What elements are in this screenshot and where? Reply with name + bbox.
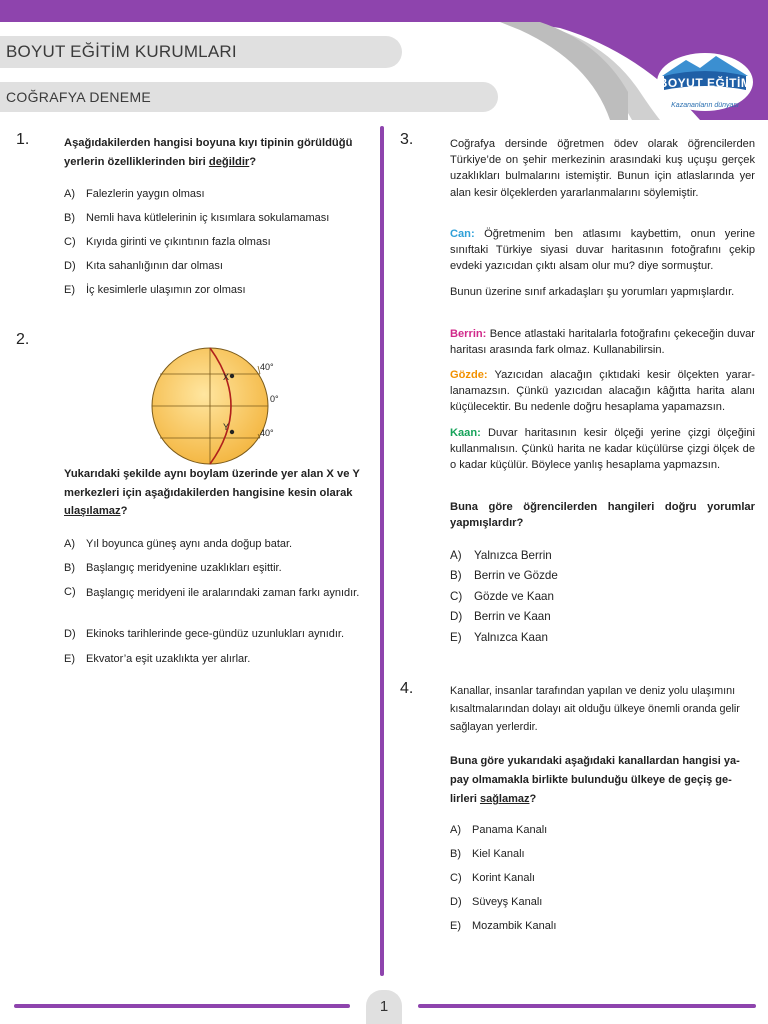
q4-stem-text: Buna göre yukarıdaki aşağıdaki kanallardan hangisi yapay olmamakla birlikte bulunduğu ülkeye de geçiş gelirleri — [450, 755, 740, 805]
q4-stem-end: ? — [529, 793, 537, 805]
option-letter: D) — [450, 896, 462, 908]
institution-pill — [0, 36, 402, 68]
q1-stem-emphasis: değildir — [208, 155, 250, 168]
globe-label-40s: 40° — [260, 428, 274, 438]
option-letter: C) — [64, 586, 76, 598]
option-letter: E) — [64, 653, 75, 665]
option-text: Nemli hava kütlelerinin iç kısımlara sokulamaması — [86, 212, 330, 224]
page-number: 1 — [379, 998, 389, 1015]
option-letter: B) — [450, 569, 462, 582]
q1-option-a[interactable] — [64, 186, 205, 203]
q4-option-c[interactable] — [450, 870, 535, 887]
option-text: Başlangıç meridyeni ile aralarındaki zaman farkı aynıdır. — [86, 587, 360, 599]
q3-gozde-text: Yazıcıdan alacağın çıktıdaki kesir ölçekten yararlanamazsın. Çünkü yazıcıdan alacağın kâğıtta harita alanı küçülecektir. Bu nedenle doğru hesaplama yapamazsın. — [450, 369, 755, 414]
option-letter: D) — [64, 260, 76, 272]
q2-option-c[interactable] — [64, 584, 372, 603]
q3-kaan-comment — [450, 425, 755, 474]
q1-stem — [64, 134, 370, 171]
q3-kaan-text: Duvar haritasının kesir ölçeği yerine çizgi ölçeğini kullanmalısın. Çünkü harita ne kadar küçülürse çizgi ölçek de o kadar küçülür. Böylece yanlış hesaplama yapmazsın. — [450, 427, 755, 472]
header-band — [0, 0, 768, 22]
option-text: Gözde ve Kaan — [474, 590, 554, 603]
option-letter: E) — [64, 284, 75, 296]
q3-gozde-comment — [450, 367, 755, 416]
option-text: Panama Kanalı — [472, 824, 548, 836]
option-text: Falezlerin yaygın olması — [86, 188, 205, 200]
option-text: Kiel Kanalı — [472, 848, 525, 860]
q3-name-can: Can: — [450, 228, 475, 240]
option-text: Mozambik Kanalı — [472, 920, 557, 932]
q3-option-e[interactable] — [450, 631, 548, 644]
q2-stem-emphasis: ulaşılamaz — [64, 505, 121, 517]
q4-number: 4. — [400, 680, 414, 697]
q3-can-comment — [450, 226, 755, 275]
q4-stem-emphasis: sağlamaz — [479, 793, 530, 805]
option-letter: D) — [450, 610, 463, 623]
option-letter: A) — [450, 549, 462, 562]
option-text: Ekvator’a eşit uzaklıkta yer alırlar. — [86, 653, 251, 665]
option-text: Yalnızca Kaan — [474, 631, 548, 644]
page-header — [0, 22, 768, 120]
option-letter: E) — [450, 920, 461, 932]
option-text: İç kesimlerle ulaşımın zor olması — [86, 284, 246, 296]
globe-label-y: Y — [223, 422, 230, 432]
option-letter: B) — [450, 848, 461, 860]
footer-line-left — [14, 1004, 350, 1008]
q2-stem-end: ? — [120, 505, 128, 517]
column-divider — [380, 126, 384, 976]
q3-name-berrin: Berrin: — [450, 328, 487, 340]
option-letter: E) — [450, 631, 462, 644]
q1-option-d[interactable] — [64, 258, 223, 275]
option-text: Başlangıç meridyenine uzaklıkları eşittir. — [86, 562, 282, 574]
institution-name: BOYUT EĞİTİM KURUMLARI — [6, 42, 237, 61]
q1-option-c[interactable] — [64, 234, 271, 251]
q4-stem — [450, 752, 755, 809]
q3-intro: Coğrafya dersinde öğretmen ödev olarak öğrencilerden Türkiye’de on şehir merkezinin arasındaki kuş uçuşu gerçek uzaklıkları bulmalarını istemiştir. Bunun için atlaslarında yer alan kesir ölçeklerden yararlanmalarını söylemiştir. — [450, 138, 755, 199]
q1-stem-text: Aşağıdakilerden hangisi boyuna kıyı tipinin görüldüğü yerlerin özelliklerinden biri — [64, 137, 353, 168]
q4-option-a[interactable] — [450, 822, 547, 839]
logo-slogan: Kazananların dünyası — [671, 102, 739, 109]
q3-question: Buna göre öğrencilerden hangileri doğru yorumlar yapmışlardır? — [450, 501, 755, 530]
q1-number: 1. — [16, 131, 30, 148]
q3-mid: Bunun üzerine sınıf arkadaşları şu yorumları yapmışlardır. — [450, 286, 735, 298]
logo-title: BOYUT EĞİTİM — [658, 76, 752, 90]
footer-line-right — [418, 1004, 756, 1008]
q2-option-b[interactable] — [64, 560, 282, 577]
option-letter: B) — [64, 212, 75, 224]
q1-option-e[interactable] — [64, 282, 246, 299]
q3-can-text: Öğretmenim ben atlasımı kaybettim, onun yerine sınıftaki Türkiye siyasi duvar haritasının fotoğrafını çekip evdeki yazıcıdan çıktı alsam olur mu? diye sormuştur. — [450, 228, 755, 273]
globe-label-x: X — [223, 372, 230, 382]
subject-title: COĞRAFYA DENEME — [6, 89, 152, 105]
globe-label-equator: 0° — [270, 394, 279, 404]
page-number-tab — [366, 990, 402, 1024]
q2-option-d[interactable] — [64, 626, 344, 643]
q3-berrin-text: Bence atlastaki haritalarla fotoğrafını çekeceğin duvar haritası arasında fark olmaz. Kullanabilirsin. — [450, 328, 755, 357]
option-letter: C) — [450, 590, 463, 603]
option-letter: C) — [64, 236, 76, 248]
q3-berrin-comment — [450, 326, 755, 358]
option-text: Yıl boyunca güneş aynı anda doğup batar. — [86, 538, 293, 550]
option-text: Kıyıda girinti ve çıkıntının fazla olması — [86, 236, 271, 248]
q3-option-d[interactable] — [450, 610, 551, 623]
option-letter: D) — [64, 628, 76, 640]
q2-option-e[interactable] — [64, 651, 250, 668]
globe-label-40n: 40° — [260, 362, 274, 372]
q3-option-c[interactable] — [450, 590, 554, 603]
globe-figure — [148, 344, 288, 468]
q3-name-kaan: Kaan: — [450, 427, 481, 439]
option-text: Berrin ve Gözde — [474, 569, 558, 582]
q3-name-gozde: Gözde: — [450, 369, 488, 381]
option-letter: A) — [450, 824, 461, 836]
option-text: Korint Kanalı — [472, 872, 535, 884]
option-text: Berrin ve Kaan — [474, 610, 551, 623]
q4-intro: Kanallar, insanlar tarafından yapılan ve deniz yolu ulaşımını kısaltmalarından dolayı ait olduğu ülkeye önemli oranda gelir sağlayan yerlerdir. — [450, 685, 740, 733]
q3-number: 3. — [400, 131, 414, 148]
option-text: Yalnızca Berrin — [474, 549, 552, 562]
q4-option-e[interactable] — [450, 918, 556, 935]
brand-logo — [656, 52, 754, 112]
q2-stem-text: Yukarıdaki şekilde aynı boylam üzerinde yer alan X ve Y merkezleri için aşağıdakilerden hangisine kesin olarak — [64, 468, 360, 499]
option-text: Ekinoks tarihlerinde gece-gündüz uzunlukları aynıdır. — [86, 628, 345, 640]
q1-stem-end: ? — [249, 155, 257, 168]
q4-option-d[interactable] — [450, 894, 542, 911]
option-letter: A) — [64, 188, 75, 200]
option-text: Süveyş Kanalı — [472, 896, 543, 908]
q4-option-b[interactable] — [450, 846, 525, 863]
option-letter: C) — [450, 872, 462, 884]
option-text: Kıta sahanlığının dar olması — [86, 260, 223, 272]
option-letter: A) — [64, 538, 75, 550]
subject-pill — [0, 82, 498, 112]
q2-stem — [64, 465, 370, 521]
q2-number: 2. — [16, 331, 30, 348]
q1-option-b[interactable] — [64, 210, 329, 227]
q3-option-a[interactable] — [450, 549, 552, 562]
q2-option-a[interactable] — [64, 536, 292, 553]
q3-option-b[interactable] — [450, 569, 558, 582]
option-letter: B) — [64, 562, 75, 574]
